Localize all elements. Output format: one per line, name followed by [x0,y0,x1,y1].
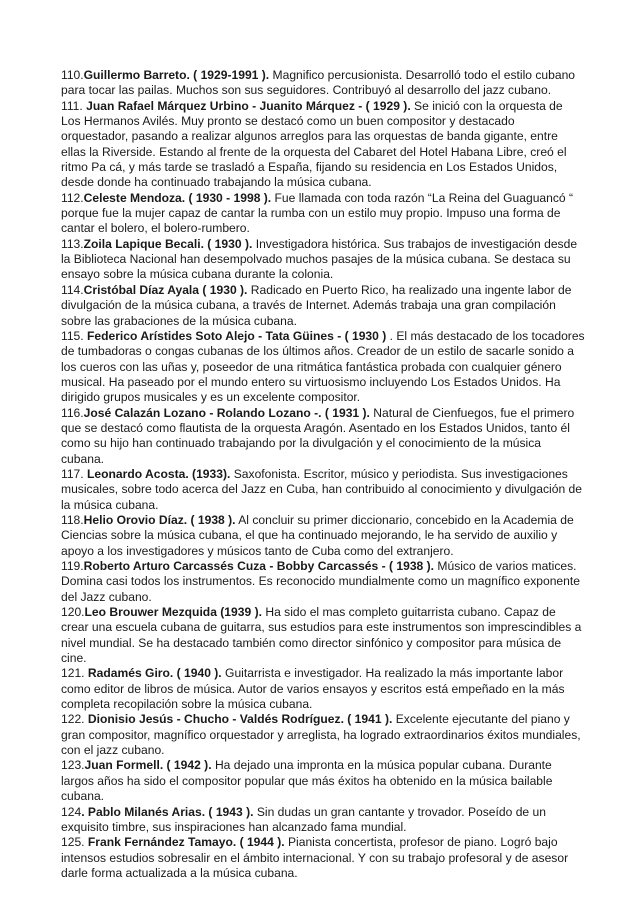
entry-name: Juan Formell. ( 1942 ). [84,758,212,773]
entry-text: Pianista concertista, profesor de piano. Logró bajo intensos estudios sobresalir en el ámbito internacional. Y con su trabajo profesoral y de asesor darle forma actualizada a la música cubana. [61,835,569,880]
entry-name: Guillermo Barreto. ( 1929-1991 ). [83,68,270,82]
entry-124 [61,805,585,836]
entry-115 [61,329,585,406]
entry-name: Celeste Mendoza. ( 1930 - 1998 ). [83,190,272,205]
entry-name: Federico Arístides Soto Alejo - Tata Güines - ( 1930 ) [87,328,387,343]
entry-number: 120. [61,605,85,620]
entry-name: Leo Brouwer Mezquida (1939 ). [84,605,262,620]
entry-number: 122. [61,712,88,727]
entry-123 [61,758,585,804]
entry-number: 117. [61,466,87,481]
document-body [61,68,585,881]
entry-116 [61,406,585,467]
entry-name: Zoila Lapique Becali. ( 1930 ). [83,236,253,251]
entry-text: Sin dudas un gran cantante y trovador. Poseído de un exquisito timbre, sus inspiraciones han alcanzado fama mundial. [61,804,546,834]
entry-number: 111. [61,98,87,113]
entry-113 [61,237,585,283]
entry-125 [61,835,585,881]
entry-name: Radamés Giro. ( 1940 ). [87,666,222,681]
entry-name: José Calazán Lozano - Rolando Lozano -. ( 1931 ). [83,405,370,420]
entry-text: Músico de varios matices. Domina casi todos los instrumentos. Es reconocido mundialmente como un magnífico exponente del Jazz cubano. [61,559,580,604]
entry-text: Fue llamada con toda razón “La Reina del Guaguancó “ porque fue la mujer capaz de cantar la rumba con un estilo muy propio. Impuso una forma de cantar el bolero, el bolero-rumbero. [61,190,574,236]
entry-number: 118. [61,512,84,527]
entry-text: Guitarrista e investigador. Ha realizado la más importante labor como editor de libros de música. Autor de varios ensayos y escritos está empeñado en la más completa recopilación sobre la música cubana. [61,666,565,712]
entry-120 [61,605,585,666]
entry-name: Juan Rafael Márquez Urbino - Juanito Márquez - ( 1929 ). [86,98,411,113]
entry-text: Investigadora histórica. Sus trabajos de investigación desde la Biblioteca Nacional han desempolvado muchos pasajes de la música cubana. Se destaca su ensayo sobre la música cubana durante la colonia. [61,236,578,282]
entry-number: 115. [61,328,87,343]
entry-121 [61,666,585,712]
entry-name: Leonardo Acosta. (1933). [87,466,231,481]
entry-110 [61,68,585,99]
entry-number: 119. [61,559,84,573]
entry-text: Natural de Cienfuegos, fue el primero que se destacó como flautista de la orquesta Aragón. Asentado en los Estados Unidos, tanto él como su hijo han continuado trabajando por la divulgación y el conocimiento de la música cubana. [61,405,575,466]
entry-number: 124 [61,804,82,819]
entry-text: . El más destacado de los tocadores de tumbadoras o congas cubanas de los últimos años. Creador de un estilo de sacarle sonido a los cueros con las uñas y, poseedor de una ritmática fantástica probada con cualquier género musical. Ha paseado por el mundo entero su virtuosismo incluyendo Los Estados Unidos. Ha dirigido grupos musicales y es un excelente compositor. [61,328,585,405]
entry-name: Roberto Arturo Carcassés Cuza - Bobby Carcassés - ( 1938 ). [83,559,435,573]
entry-122 [61,712,585,758]
entry-118 [61,513,585,559]
entry-text: Al concluir su primer diccionario, concebido en la Academia de Ciencias sobre la música cubana, el que ha continuado mejorando, le ha servido de auxilio y apoyo a los investigadores y músicos tanto de Cuba como del extranjero. [61,512,574,558]
entry-111 [61,99,585,191]
entry-117 [61,467,585,513]
entry-number: 123. [61,758,85,773]
entry-name: Frank Fernández Tamayo. ( 1944 ). [87,835,285,850]
entry-number: 110. [61,68,84,82]
entry-name: Helio Orovio Díaz. ( 1938 ). [83,512,236,527]
entry-text: Excelente ejecutante del piano y gran compositor, magnífico orquestador y arreglista, ha logrado extraordinarios éxitos mundiales, con el jazz cubano. [61,712,581,758]
entry-name: Dionisio Jesús - Chucho - Valdés Rodríguez. ( 1941 ). [87,712,393,727]
entry-text: Se inició con la orquesta de Los Hermanos Avilés. Muy pronto se destacó como un buen compositor y destacado orquestador, pasando a realizar algunos arreglos para las orquestas de banda gigante, entre ellas la Riverside. Estando al frente de la orquesta del Cabaret del Hotel Habana Libre, creó el ritmo Pa cá, y más tarde se trasladó a España, fijando su residencia en Los Estados Unidos, desde donde ha continuado trabajando la música cubana. [61,98,567,190]
entry-112 [61,191,585,237]
entry-number: 125. [61,835,88,850]
entry-text: Saxofonista. Escritor, músico y periodista. Sus investigaciones musicales, sobre todo acerca del Jazz en Cuba, han contribuido al conocimiento y divulgación de la música cubana. [61,466,583,512]
entry-number: 121. [61,666,88,681]
entry-name: Cristóbal Díaz Ayala ( 1930 ). [83,282,248,297]
entry-text: Ha dejado una impronta en la música popular cubana. Durante largos años ha sido el compositor popular que más éxitos ha obtenido en la música bailable cubana. [61,758,553,804]
entry-name: . Pablo Milanés Arias. ( 1943 ). [81,804,254,819]
entry-number: 113. [61,236,84,251]
entry-number: 116. [61,405,84,420]
entry-text: Radicado en Puerto Rico, ha realizado una ingente labor de divulgación de la música cubana, a través de Internet. Además trabaja una gran compilación sobre las grabaciones de la música cubana. [61,282,572,328]
entry-number: 112. [61,190,84,205]
entry-number: 114. [61,282,84,297]
entry-text: Ha sido el mas completo guitarrista cubano. Capaz de crear una escuela cubana de guitarra, sus estudios para este instrumentos son imprescindibles a nivel mundial. Se ha destacado también como director sinfónico y compositor para música de cine. [61,605,582,666]
entry-114 [61,283,585,329]
entry-119 [61,559,585,605]
entry-text: Magnifico percusionista. Desarrolló todo el estilo cubano para tocar las pailas. Muchos son sus seguidores. Contribuyó al desarrollo del jazz cubano. [61,68,576,98]
